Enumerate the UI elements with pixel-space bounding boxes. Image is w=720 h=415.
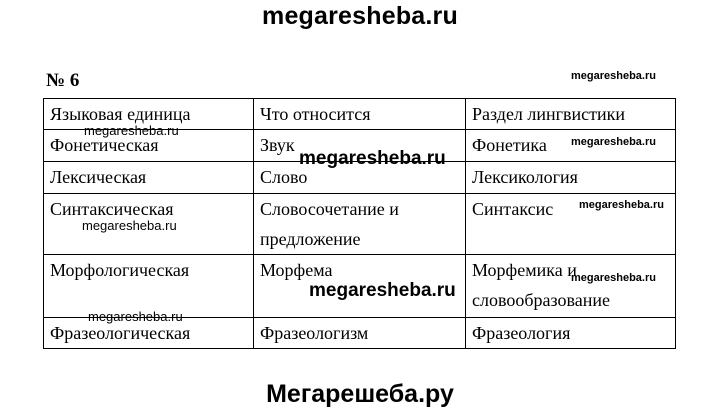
site-watermark-header: megaresheba.ru (262, 2, 458, 30)
watermark-text: megaresheba.ru (309, 280, 456, 301)
watermark-text: megaresheba.ru (571, 70, 656, 82)
table-cell: Морфологическая (44, 255, 254, 318)
table-cell: Фонетическая (44, 130, 254, 162)
watermark-text: megaresheba.ru (82, 218, 177, 233)
table-cell: Морфемика и словообразование (466, 255, 676, 318)
table-cell: Морфема (254, 255, 466, 318)
table-cell: Лексическая (44, 162, 254, 194)
table-cell: Синтаксическая (44, 194, 254, 255)
header-cell: Языковая единица (44, 99, 254, 130)
watermark-text: megaresheba.ru (571, 272, 656, 284)
table-cell: Словосочетание и предложение (254, 194, 466, 255)
table-cell: Фонетика (466, 130, 676, 162)
header-cell: Что относится (254, 99, 466, 130)
watermark-text: megaresheba.ru (84, 123, 179, 138)
table-cell: Фразеология (466, 318, 676, 349)
watermark-text: megaresheba.ru (579, 199, 664, 211)
watermark-text: megaresheba.ru (571, 136, 656, 148)
table-cell: Слово (254, 162, 466, 194)
site-watermark-footer: Мегарешеба.ру (266, 380, 454, 408)
watermark-text: megaresheba.ru (299, 148, 446, 169)
table-cell: Фразеологизм (254, 318, 466, 349)
header-cell: Раздел лингвистики (466, 99, 676, 130)
task-number: № 6 (46, 70, 80, 91)
table-cell: Звук (254, 130, 466, 162)
table-cell: Синтаксис (466, 194, 676, 255)
watermark-text: megaresheba.ru (88, 309, 183, 324)
table-cell: Фразеологическая (44, 318, 254, 349)
table-cell: Лексикология (466, 162, 676, 194)
